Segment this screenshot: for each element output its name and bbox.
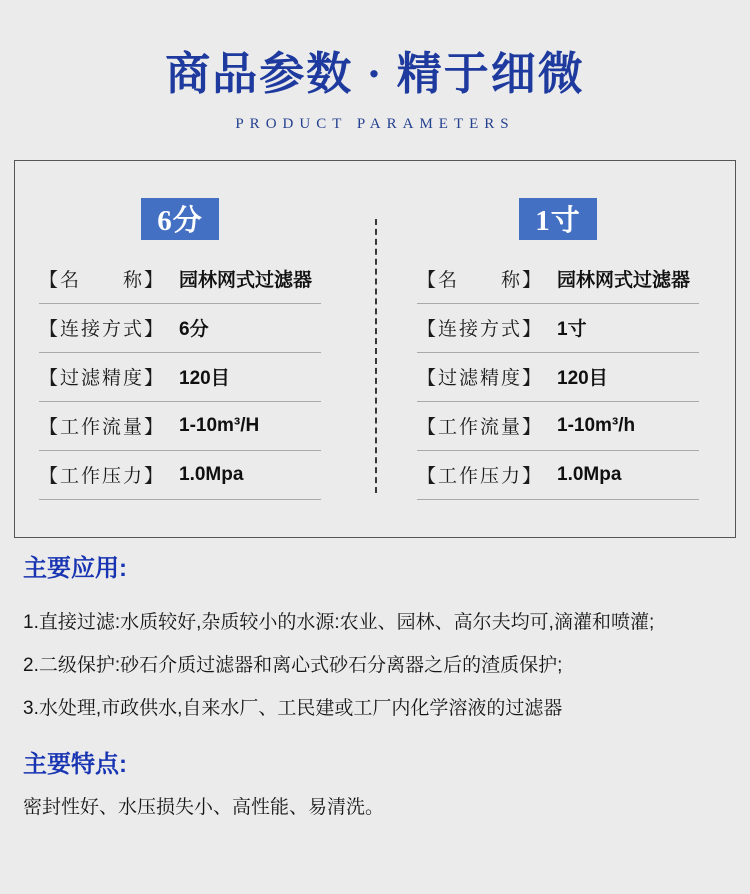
page-title: 商品参数 · 精于细微 (165, 49, 585, 99)
params-table (14, 160, 736, 538)
spec-row-flow (417, 402, 699, 451)
spec-value: 120目 (179, 368, 230, 389)
params-column-6fen (15, 161, 375, 537)
spec-row-precision (39, 353, 321, 402)
spec-value: 1-10m³/h (557, 414, 636, 436)
spec-value: 1-10m³/H (179, 414, 260, 436)
column-divider (375, 219, 377, 493)
spec-row-flow (39, 402, 321, 451)
spec-label: 【过滤精度】 (417, 368, 544, 389)
spec-value: 6分 (179, 319, 209, 340)
spec-value: 1.0Mpa (179, 463, 244, 485)
params-column-1cun (375, 161, 735, 537)
spec-value: 1寸 (557, 319, 587, 340)
page-header (0, 0, 750, 133)
applications-heading: 主要应用: (23, 554, 127, 582)
spec-label: 【连接方式】 (39, 319, 166, 340)
application-item: 2.二级保护:砂石介质过滤器和离心式砂石分离器之后的渣质保护; (23, 654, 563, 676)
spec-label: 【工作流量】 (39, 417, 166, 438)
description-content (0, 552, 750, 819)
spec-label: 【连接方式】 (417, 319, 544, 340)
spec-value: 园林网式过滤器 (179, 270, 313, 291)
spec-label: 【工作压力】 (417, 466, 544, 487)
spec-row-precision (417, 353, 699, 402)
spec-label: 【名 称】 (39, 270, 166, 291)
spec-row-name (417, 255, 699, 304)
spec-label: 【工作流量】 (417, 417, 544, 438)
application-item: 1.直接过滤:水质较好,杂质较小的水源:农业、园林、高尔夫均可,滴灌和喷灌; (23, 611, 655, 633)
size-badge-6fen: 6分 (141, 198, 219, 240)
spec-row-connection (39, 304, 321, 353)
applications-list (23, 612, 727, 720)
spec-row-pressure (39, 451, 321, 500)
spec-label: 【工作压力】 (39, 466, 166, 487)
application-item: 3.水处理,市政供水,自来水厂、工民建或工厂内化学溶液的过滤器 (23, 697, 563, 719)
spec-label: 【名 称】 (417, 270, 544, 291)
spec-row-name (39, 255, 321, 304)
spec-value: 120目 (557, 368, 608, 389)
spec-value: 1.0Mpa (557, 463, 622, 485)
spec-label: 【过滤精度】 (39, 368, 166, 389)
spec-row-pressure (417, 451, 699, 500)
spec-row-connection (417, 304, 699, 353)
features-list (23, 797, 727, 819)
size-badge-1cun: 1寸 (519, 198, 597, 240)
features-heading: 主要特点: (23, 750, 127, 778)
feature-item: 密封性好、水压损失小、高性能、易清洗。 (23, 796, 385, 818)
spec-value: 园林网式过滤器 (557, 270, 691, 291)
page-subtitle: PRODUCT PARAMETERS (235, 115, 515, 132)
